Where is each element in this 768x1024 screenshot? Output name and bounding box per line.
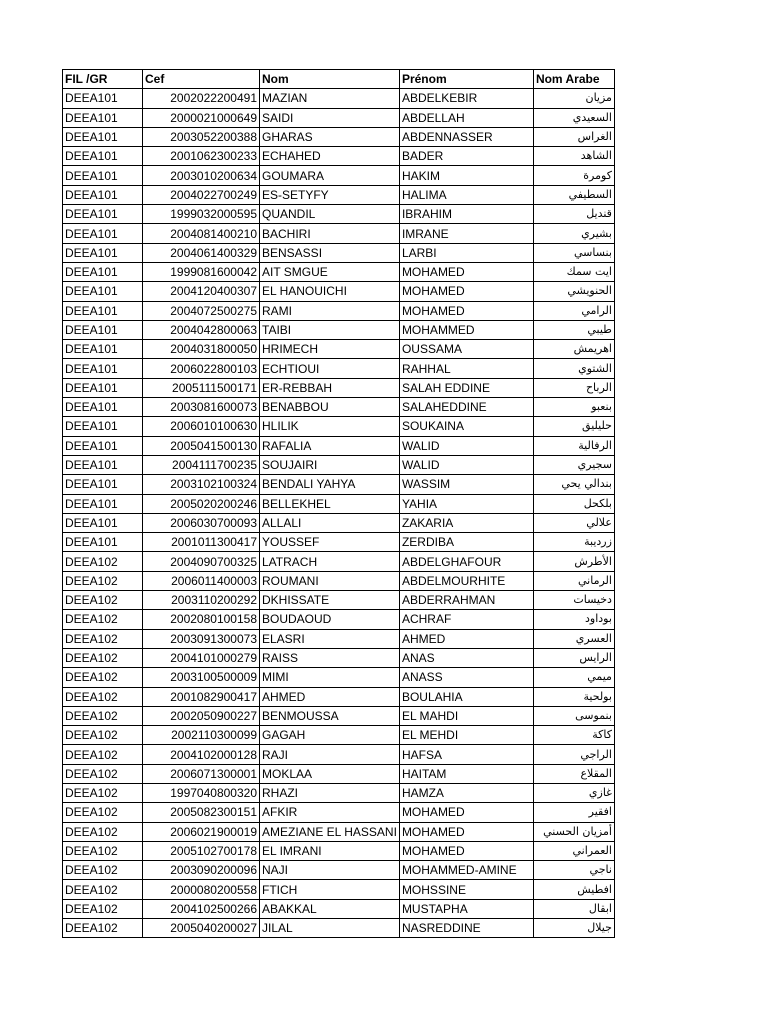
- cell-nom[interactable]: AIT SMGUE: [260, 262, 400, 281]
- cell-fil-gr[interactable]: DEEA101: [63, 301, 143, 320]
- cell-nom-arabe[interactable]: افقير: [533, 803, 614, 822]
- cell-fil-gr[interactable]: DEEA101: [63, 513, 143, 532]
- cell-nom-arabe[interactable]: السطيفي: [533, 185, 614, 204]
- cell-prenom[interactable]: HALIMA: [399, 185, 533, 204]
- cell-prenom[interactable]: SALAH EDDINE: [399, 378, 533, 397]
- cell-prenom[interactable]: OUSSAMA: [399, 340, 533, 359]
- cell-prenom[interactable]: MOHAMED: [399, 301, 533, 320]
- table-row: [63, 224, 615, 243]
- cell-fil-gr[interactable]: DEEA102: [63, 745, 143, 764]
- cell-nom-arabe[interactable]: الحنويشي: [533, 282, 614, 301]
- cell-cef[interactable]: 1999032000595: [143, 205, 260, 224]
- cell-prenom[interactable]: ACHRAF: [399, 610, 533, 629]
- cell-fil-gr[interactable]: DEEA102: [63, 552, 143, 571]
- cell-cef[interactable]: 2000021000649: [143, 108, 260, 127]
- cell-nom[interactable]: SOUJAIRI: [260, 455, 400, 474]
- cell-prenom[interactable]: MOHAMMED-AMINE: [399, 861, 533, 880]
- cell-fil-gr[interactable]: DEEA102: [63, 610, 143, 629]
- cell-nom-arabe[interactable]: علالي: [533, 513, 614, 532]
- cell-nom-arabe[interactable]: ناجي: [533, 861, 614, 880]
- cell-nom[interactable]: ECHTIOUI: [260, 359, 400, 378]
- cell-prenom[interactable]: YAHIA: [399, 494, 533, 513]
- cell-nom-arabe[interactable]: الغراس: [533, 127, 614, 146]
- cell-fil-gr[interactable]: DEEA102: [63, 899, 143, 918]
- cell-nom[interactable]: ALLALI: [260, 513, 400, 532]
- cell-fil-gr[interactable]: DEEA101: [63, 282, 143, 301]
- cell-nom[interactable]: MAZIAN: [260, 89, 400, 108]
- cell-nom-arabe[interactable]: سجيري: [533, 455, 614, 474]
- cell-prenom[interactable]: ZERDIBA: [399, 533, 533, 552]
- cell-prenom[interactable]: MOHAMED: [399, 803, 533, 822]
- cell-cef[interactable]: 2005040200027: [143, 919, 260, 938]
- cell-prenom[interactable]: ABDERRAHMAN: [399, 591, 533, 610]
- table-row: [63, 629, 615, 648]
- cell-cef[interactable]: 2006011400003: [143, 571, 260, 590]
- cell-fil-gr[interactable]: DEEA101: [63, 398, 143, 417]
- cell-fil-gr[interactable]: DEEA101: [63, 185, 143, 204]
- table-row: [63, 340, 615, 359]
- cell-fil-gr[interactable]: DEEA101: [63, 205, 143, 224]
- cell-nom[interactable]: ECHAHED: [260, 147, 400, 166]
- cell-prenom[interactable]: ABDELKEBIR: [399, 89, 533, 108]
- cell-prenom[interactable]: ANAS: [399, 648, 533, 667]
- cell-nom-arabe[interactable]: جيلال: [533, 919, 614, 938]
- cell-prenom[interactable]: WASSIM: [399, 475, 533, 494]
- table-row: [63, 494, 615, 513]
- cell-fil-gr[interactable]: DEEA102: [63, 571, 143, 590]
- table-row: [63, 591, 615, 610]
- cell-prenom[interactable]: ANASS: [399, 668, 533, 687]
- table-row: [63, 880, 615, 899]
- cell-prenom[interactable]: BOULAHIA: [399, 687, 533, 706]
- cell-prenom[interactable]: HAFSA: [399, 745, 533, 764]
- table-row: [63, 899, 615, 918]
- cell-prenom[interactable]: ABDELLAH: [399, 108, 533, 127]
- cell-cef[interactable]: 2003081600073: [143, 398, 260, 417]
- cell-nom[interactable]: DKHISSATE: [260, 591, 400, 610]
- cell-nom[interactable]: SAIDI: [260, 108, 400, 127]
- table-row: [63, 243, 615, 262]
- cell-fil-gr[interactable]: DEEA102: [63, 648, 143, 667]
- table-row: [63, 861, 615, 880]
- cell-nom[interactable]: HLILIK: [260, 417, 400, 436]
- cell-nom-arabe[interactable]: مزيان: [533, 89, 614, 108]
- table-row: [63, 822, 615, 841]
- cell-cef[interactable]: 2005082300151: [143, 803, 260, 822]
- cell-prenom[interactable]: MOHAMED: [399, 822, 533, 841]
- table-row: [63, 436, 615, 455]
- cell-prenom[interactable]: MOHAMED: [399, 841, 533, 860]
- cell-nom-arabe[interactable]: غازي: [533, 783, 614, 802]
- cell-nom[interactable]: GHARAS: [260, 127, 400, 146]
- cell-fil-gr[interactable]: DEEA102: [63, 706, 143, 725]
- cell-nom-arabe[interactable]: الأطرش: [533, 552, 614, 571]
- cell-nom-arabe[interactable]: بنساسي: [533, 243, 614, 262]
- cell-prenom[interactable]: BADER: [399, 147, 533, 166]
- cell-nom-arabe[interactable]: بندالي يحي: [533, 475, 614, 494]
- cell-cef[interactable]: 2004042800063: [143, 320, 260, 339]
- cell-nom[interactable]: GAGAH: [260, 726, 400, 745]
- cell-fil-gr[interactable]: DEEA102: [63, 764, 143, 783]
- cell-fil-gr[interactable]: DEEA101: [63, 436, 143, 455]
- cell-cef[interactable]: 2003010200634: [143, 166, 260, 185]
- cell-nom-arabe[interactable]: الراجي: [533, 745, 614, 764]
- cell-fil-gr[interactable]: DEEA101: [63, 108, 143, 127]
- cell-prenom[interactable]: SALAHEDDINE: [399, 398, 533, 417]
- cell-nom[interactable]: RHAZI: [260, 783, 400, 802]
- cell-nom[interactable]: JILAL: [260, 919, 400, 938]
- table-row: [63, 89, 615, 108]
- table-row: [63, 533, 615, 552]
- cell-nom[interactable]: TAIBI: [260, 320, 400, 339]
- cell-prenom[interactable]: MUSTAPHA: [399, 899, 533, 918]
- table-row: [63, 841, 615, 860]
- cell-nom-arabe[interactable]: دخيسات: [533, 591, 614, 610]
- cell-nom-arabe[interactable]: الشاهد: [533, 147, 614, 166]
- cell-nom-arabe[interactable]: الرماني: [533, 571, 614, 590]
- table-row: [63, 359, 615, 378]
- cell-nom-arabe[interactable]: السعيدي: [533, 108, 614, 127]
- cell-fil-gr[interactable]: DEEA101: [63, 89, 143, 108]
- cell-nom-arabe[interactable]: ايت سمك: [533, 262, 614, 281]
- cell-nom-arabe[interactable]: بوداود: [533, 610, 614, 629]
- cell-nom-arabe[interactable]: بلكحل: [533, 494, 614, 513]
- table-row: [63, 513, 615, 532]
- cell-prenom[interactable]: WALID: [399, 455, 533, 474]
- table-row: [63, 706, 615, 725]
- cell-cef[interactable]: 2006030700093: [143, 513, 260, 532]
- cell-nom[interactable]: ABAKKAL: [260, 899, 400, 918]
- cell-prenom[interactable]: HAITAM: [399, 764, 533, 783]
- cell-cef[interactable]: 2004101000279: [143, 648, 260, 667]
- cell-prenom[interactable]: MOHAMMED: [399, 320, 533, 339]
- cell-fil-gr[interactable]: DEEA101: [63, 533, 143, 552]
- cell-nom[interactable]: BOUDAOUD: [260, 610, 400, 629]
- cell-nom[interactable]: EL HANOUICHI: [260, 282, 400, 301]
- cell-nom[interactable]: BENMOUSSA: [260, 706, 400, 725]
- cell-fil-gr[interactable]: DEEA102: [63, 687, 143, 706]
- table-row: [63, 108, 615, 127]
- cell-cef[interactable]: 2004031800050: [143, 340, 260, 359]
- student-table: [62, 69, 615, 938]
- header-nom-arabe[interactable]: Nom Arabe: [533, 70, 614, 89]
- table-row: [63, 919, 615, 938]
- cell-cef[interactable]: 2002022200491: [143, 89, 260, 108]
- cell-fil-gr[interactable]: DEEA102: [63, 591, 143, 610]
- cell-cef[interactable]: 1997040800320: [143, 783, 260, 802]
- cell-fil-gr[interactable]: DEEA101: [63, 494, 143, 513]
- cell-cef[interactable]: 2004102000128: [143, 745, 260, 764]
- cell-prenom[interactable]: RAHHAL: [399, 359, 533, 378]
- cell-cef[interactable]: 2001011300417: [143, 533, 260, 552]
- cell-fil-gr[interactable]: DEEA102: [63, 880, 143, 899]
- cell-prenom[interactable]: AHMED: [399, 629, 533, 648]
- cell-nom[interactable]: MIMI: [260, 668, 400, 687]
- table-row: [63, 282, 615, 301]
- cell-cef[interactable]: 2005020200246: [143, 494, 260, 513]
- cell-cef[interactable]: 2003100500009: [143, 668, 260, 687]
- cell-nom-arabe[interactable]: الرفالية: [533, 436, 614, 455]
- table-row: [63, 687, 615, 706]
- cell-prenom[interactable]: ABDELGHAFOUR: [399, 552, 533, 571]
- cell-prenom[interactable]: MOHAMED: [399, 282, 533, 301]
- cell-cef[interactable]: 2004120400307: [143, 282, 260, 301]
- cell-nom-arabe[interactable]: الشتوي: [533, 359, 614, 378]
- header-fil-gr[interactable]: FIL /GR: [63, 70, 143, 89]
- table-row: [63, 262, 615, 281]
- cell-prenom[interactable]: WALID: [399, 436, 533, 455]
- cell-cef[interactable]: 2004072500275: [143, 301, 260, 320]
- cell-nom-arabe[interactable]: حليليق: [533, 417, 614, 436]
- cell-nom[interactable]: MOKLAA: [260, 764, 400, 783]
- cell-nom-arabe[interactable]: الرامي: [533, 301, 614, 320]
- cell-fil-gr[interactable]: DEEA101: [63, 166, 143, 185]
- cell-cef[interactable]: 2005111500171: [143, 378, 260, 397]
- cell-fil-gr[interactable]: DEEA102: [63, 803, 143, 822]
- cell-fil-gr[interactable]: DEEA102: [63, 726, 143, 745]
- cell-prenom[interactable]: EL MAHDI: [399, 706, 533, 725]
- table-row: [63, 185, 615, 204]
- cell-nom[interactable]: ELASRI: [260, 629, 400, 648]
- cell-fil-gr[interactable]: DEEA101: [63, 378, 143, 397]
- cell-nom[interactable]: AFKIR: [260, 803, 400, 822]
- cell-cef[interactable]: 2003102100324: [143, 475, 260, 494]
- cell-prenom[interactable]: ZAKARIA: [399, 513, 533, 532]
- cell-nom[interactable]: EL IMRANI: [260, 841, 400, 860]
- cell-nom-arabe[interactable]: كاكة: [533, 726, 614, 745]
- cell-prenom[interactable]: NASREDDINE: [399, 919, 533, 938]
- cell-cef[interactable]: 2000080200558: [143, 880, 260, 899]
- cell-cef[interactable]: 2006022800103: [143, 359, 260, 378]
- cell-fil-gr[interactable]: DEEA101: [63, 262, 143, 281]
- cell-fil-gr[interactable]: DEEA101: [63, 147, 143, 166]
- cell-fil-gr[interactable]: DEEA101: [63, 340, 143, 359]
- cell-nom[interactable]: RAISS: [260, 648, 400, 667]
- cell-cef[interactable]: 2004061400329: [143, 243, 260, 262]
- cell-nom-arabe[interactable]: طيبي: [533, 320, 614, 339]
- cell-fil-gr[interactable]: DEEA101: [63, 243, 143, 262]
- table-row: [63, 320, 615, 339]
- cell-nom-arabe[interactable]: ابقال: [533, 899, 614, 918]
- cell-cef[interactable]: 2004102500266: [143, 899, 260, 918]
- cell-nom[interactable]: ROUMANI: [260, 571, 400, 590]
- cell-fil-gr[interactable]: DEEA102: [63, 783, 143, 802]
- cell-fil-gr[interactable]: DEEA101: [63, 455, 143, 474]
- cell-nom-arabe[interactable]: بنموسى: [533, 706, 614, 725]
- cell-nom[interactable]: BELLEKHEL: [260, 494, 400, 513]
- cell-nom-arabe[interactable]: أمزيان الحسني: [533, 822, 614, 841]
- header-cef[interactable]: Cef: [143, 70, 260, 89]
- cell-cef[interactable]: 2001062300233: [143, 147, 260, 166]
- cell-fil-gr[interactable]: DEEA101: [63, 320, 143, 339]
- cell-nom[interactable]: RAFALIA: [260, 436, 400, 455]
- cell-nom-arabe[interactable]: بولحية: [533, 687, 614, 706]
- cell-cef[interactable]: 2003090200096: [143, 861, 260, 880]
- header-row: [63, 70, 615, 89]
- table-row: [63, 455, 615, 474]
- cell-nom-arabe[interactable]: بشيري: [533, 224, 614, 243]
- cell-nom-arabe[interactable]: افطيش: [533, 880, 614, 899]
- cell-fil-gr[interactable]: DEEA101: [63, 224, 143, 243]
- cell-nom-arabe[interactable]: الرايس: [533, 648, 614, 667]
- cell-cef[interactable]: 2006071300001: [143, 764, 260, 783]
- cell-nom[interactable]: ES-SETYFY: [260, 185, 400, 204]
- table-row: [63, 378, 615, 397]
- cell-fil-gr[interactable]: DEEA101: [63, 127, 143, 146]
- cell-fil-gr[interactable]: DEEA102: [63, 861, 143, 880]
- cell-nom[interactable]: ER-REBBAH: [260, 378, 400, 397]
- cell-nom[interactable]: GOUMARA: [260, 166, 400, 185]
- cell-prenom[interactable]: EL MEHDI: [399, 726, 533, 745]
- table-row: [63, 803, 615, 822]
- cell-prenom[interactable]: HAKIM: [399, 166, 533, 185]
- cell-prenom[interactable]: ABDELMOURHITE: [399, 571, 533, 590]
- cell-nom[interactable]: BENABBOU: [260, 398, 400, 417]
- cell-cef[interactable]: 2003110200292: [143, 591, 260, 610]
- table-row: [63, 745, 615, 764]
- cell-prenom[interactable]: IMRANE: [399, 224, 533, 243]
- cell-nom[interactable]: FTICH: [260, 880, 400, 899]
- cell-nom-arabe[interactable]: العسري: [533, 629, 614, 648]
- cell-cef[interactable]: 2001082900417: [143, 687, 260, 706]
- cell-nom[interactable]: AMEZIANE EL HASSANI: [260, 822, 400, 841]
- cell-fil-gr[interactable]: DEEA102: [63, 822, 143, 841]
- cell-nom[interactable]: BENDALI YAHYA: [260, 475, 400, 494]
- cell-nom-arabe[interactable]: زرديبة: [533, 533, 614, 552]
- cell-nom[interactable]: RAMI: [260, 301, 400, 320]
- cell-fil-gr[interactable]: DEEA102: [63, 841, 143, 860]
- cell-fil-gr[interactable]: DEEA101: [63, 359, 143, 378]
- table-row: [63, 166, 615, 185]
- cell-cef[interactable]: 2006010100630: [143, 417, 260, 436]
- table-row: [63, 301, 615, 320]
- table-row: [63, 417, 615, 436]
- table-row: [63, 648, 615, 667]
- header-nom[interactable]: Nom: [260, 70, 400, 89]
- cell-prenom[interactable]: IBRAHIM: [399, 205, 533, 224]
- table-row: [63, 571, 615, 590]
- cell-prenom[interactable]: ABDENNASSER: [399, 127, 533, 146]
- header-prenom[interactable]: Prénom: [399, 70, 533, 89]
- cell-fil-gr[interactable]: DEEA102: [63, 629, 143, 648]
- cell-prenom[interactable]: HAMZA: [399, 783, 533, 802]
- cell-nom[interactable]: NAJI: [260, 861, 400, 880]
- cell-cef[interactable]: 2002080100158: [143, 610, 260, 629]
- cell-cef[interactable]: 1999081600042: [143, 262, 260, 281]
- cell-nom[interactable]: LATRACH: [260, 552, 400, 571]
- table-row: [63, 205, 615, 224]
- table-row: [63, 783, 615, 802]
- cell-fil-gr[interactable]: DEEA101: [63, 475, 143, 494]
- cell-nom[interactable]: AHMED: [260, 687, 400, 706]
- cell-prenom[interactable]: SOUKAINA: [399, 417, 533, 436]
- table-row: [63, 127, 615, 146]
- table-row: [63, 398, 615, 417]
- cell-nom-arabe[interactable]: قنديل: [533, 205, 614, 224]
- cell-cef[interactable]: 2003091300073: [143, 629, 260, 648]
- table-row: [63, 475, 615, 494]
- cell-nom-arabe[interactable]: الرباح: [533, 378, 614, 397]
- cell-prenom[interactable]: MOHAMED: [399, 262, 533, 281]
- table-row: [63, 147, 615, 166]
- cell-cef[interactable]: 2005102700178: [143, 841, 260, 860]
- cell-cef[interactable]: 2002050900227: [143, 706, 260, 725]
- cell-nom-arabe[interactable]: العمراني: [533, 841, 614, 860]
- cell-fil-gr[interactable]: DEEA102: [63, 668, 143, 687]
- cell-nom[interactable]: BACHIRI: [260, 224, 400, 243]
- cell-nom-arabe[interactable]: كومرة: [533, 166, 614, 185]
- cell-nom-arabe[interactable]: اهريمش: [533, 340, 614, 359]
- table-row: [63, 552, 615, 571]
- cell-cef[interactable]: 2005041500130: [143, 436, 260, 455]
- cell-fil-gr[interactable]: DEEA101: [63, 417, 143, 436]
- cell-nom[interactable]: RAJI: [260, 745, 400, 764]
- table-row: [63, 668, 615, 687]
- cell-cef[interactable]: 2003052200388: [143, 127, 260, 146]
- table-row: [63, 764, 615, 783]
- cell-nom[interactable]: HRIMECH: [260, 340, 400, 359]
- table-row: [63, 726, 615, 745]
- cell-cef[interactable]: 2004090700325: [143, 552, 260, 571]
- cell-prenom[interactable]: LARBI: [399, 243, 533, 262]
- cell-nom-arabe[interactable]: بنعبو: [533, 398, 614, 417]
- cell-cef[interactable]: 2004081400210: [143, 224, 260, 243]
- cell-cef[interactable]: 2004111700235: [143, 455, 260, 474]
- table-row: [63, 610, 615, 629]
- cell-cef[interactable]: 2002110300099: [143, 726, 260, 745]
- cell-fil-gr[interactable]: DEEA102: [63, 919, 143, 938]
- cell-nom[interactable]: YOUSSEF: [260, 533, 400, 552]
- cell-nom-arabe[interactable]: ميمي: [533, 668, 614, 687]
- cell-nom-arabe[interactable]: المقلاع: [533, 764, 614, 783]
- cell-cef[interactable]: 2006021900019: [143, 822, 260, 841]
- cell-prenom[interactable]: MOHSSINE: [399, 880, 533, 899]
- cell-nom[interactable]: QUANDIL: [260, 205, 400, 224]
- cell-cef[interactable]: 2004022700249: [143, 185, 260, 204]
- cell-nom[interactable]: BENSASSI: [260, 243, 400, 262]
